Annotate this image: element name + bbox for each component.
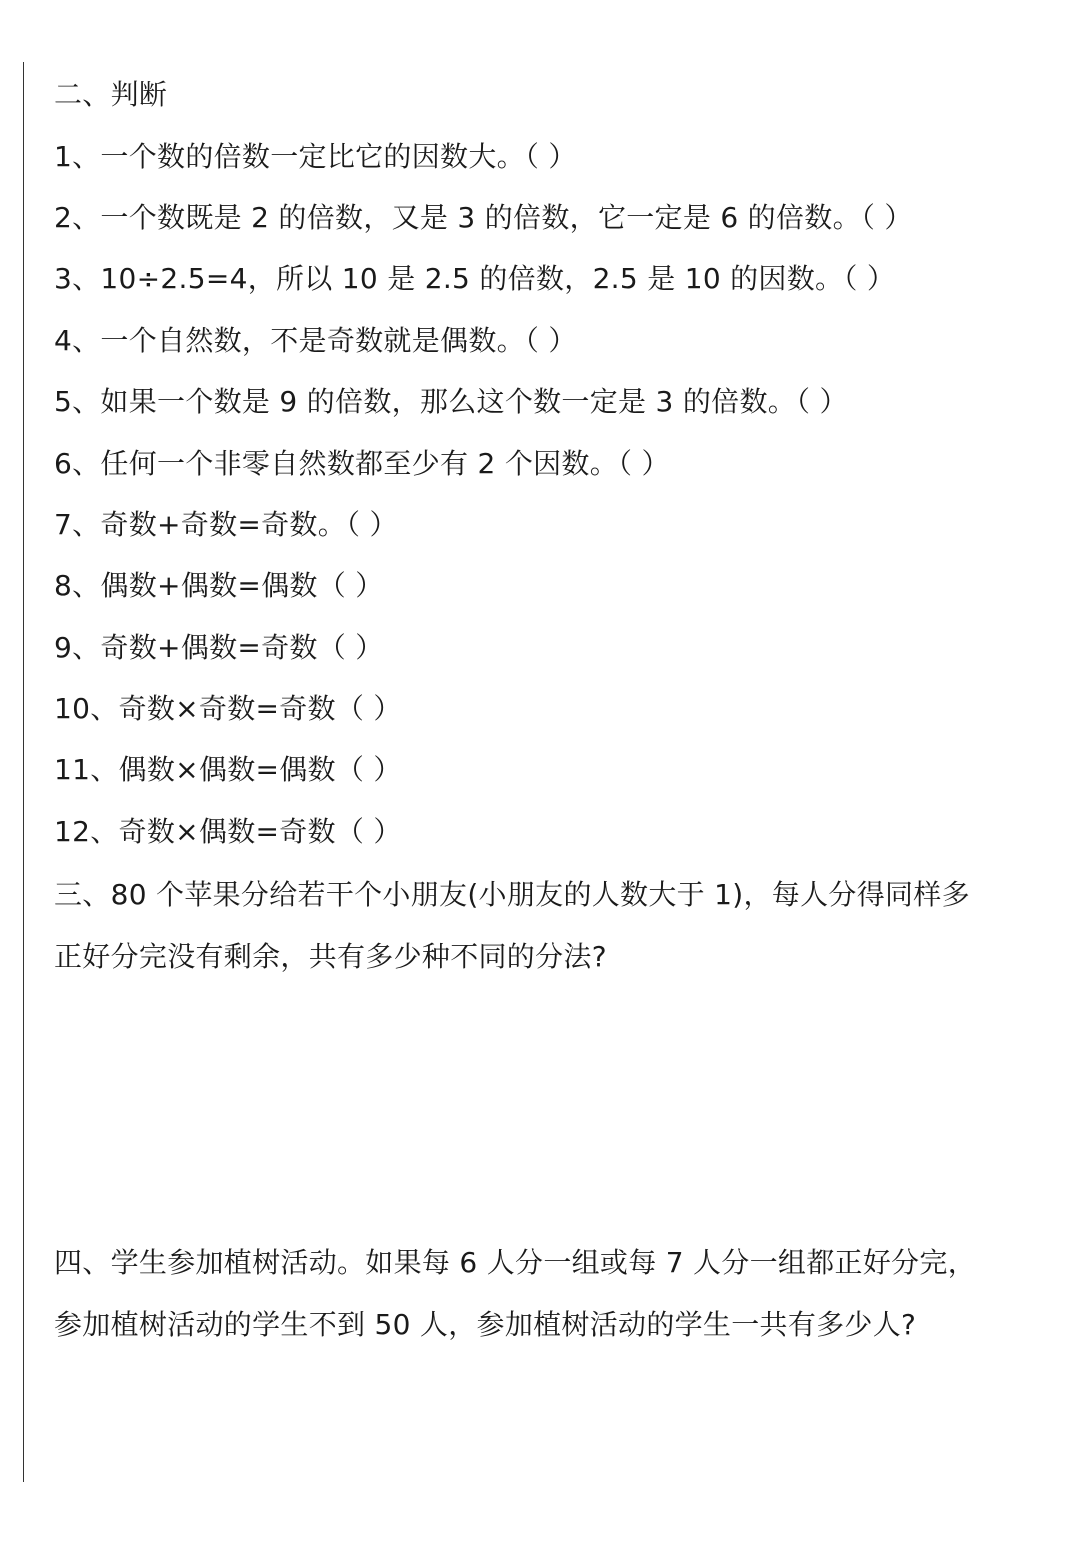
question-4: 4、一个自然数，不是奇数就是偶数。（ ） bbox=[54, 324, 577, 357]
question-1: 1、一个数的倍数一定比它的因数大。（ ） bbox=[54, 140, 577, 173]
section-four-line-2: 参加植树活动的学生不到 50 人，参加植树活动的学生一共有多少人? bbox=[54, 1308, 917, 1341]
question-5: 5、如果一个数是 9 的倍数，那么这个数一定是 3 的倍数。（ ） bbox=[54, 385, 848, 418]
question-7: 7、奇数+奇数=奇数。（ ） bbox=[54, 508, 398, 541]
question-9: 9、奇数+偶数=奇数（ ） bbox=[54, 631, 384, 664]
section-two-title: 二、判断 bbox=[54, 78, 168, 111]
question-11: 11、偶数×偶数=偶数（ ） bbox=[54, 753, 402, 786]
section-three-line-1: 三、80 个苹果分给若干个小朋友(小朋友的人数大于 1)，每人分得同样多 bbox=[54, 878, 970, 911]
question-12: 12、奇数×偶数=奇数（ ） bbox=[54, 815, 402, 848]
margin-rule bbox=[23, 62, 24, 1482]
question-8: 8、偶数+偶数=偶数（ ） bbox=[54, 569, 384, 602]
section-four-line-1: 四、学生参加植树活动。如果每 6 人分一组或每 7 人分一组都正好分完， bbox=[54, 1246, 977, 1279]
section-three-line-2: 正好分完没有剩余，共有多少种不同的分法? bbox=[54, 940, 607, 973]
question-10: 10、奇数×奇数=奇数（ ） bbox=[54, 692, 402, 725]
question-3: 3、10÷2.5=4，所以 10 是 2.5 的倍数，2.5 是 10 的因数。（ ） bbox=[54, 262, 896, 295]
question-2: 2、一个数既是 2 的倍数，又是 3 的倍数，它一定是 6 的倍数。（ ） bbox=[54, 201, 913, 234]
question-6: 6、任何一个非零自然数都至少有 2 个因数。（ ） bbox=[54, 447, 670, 480]
